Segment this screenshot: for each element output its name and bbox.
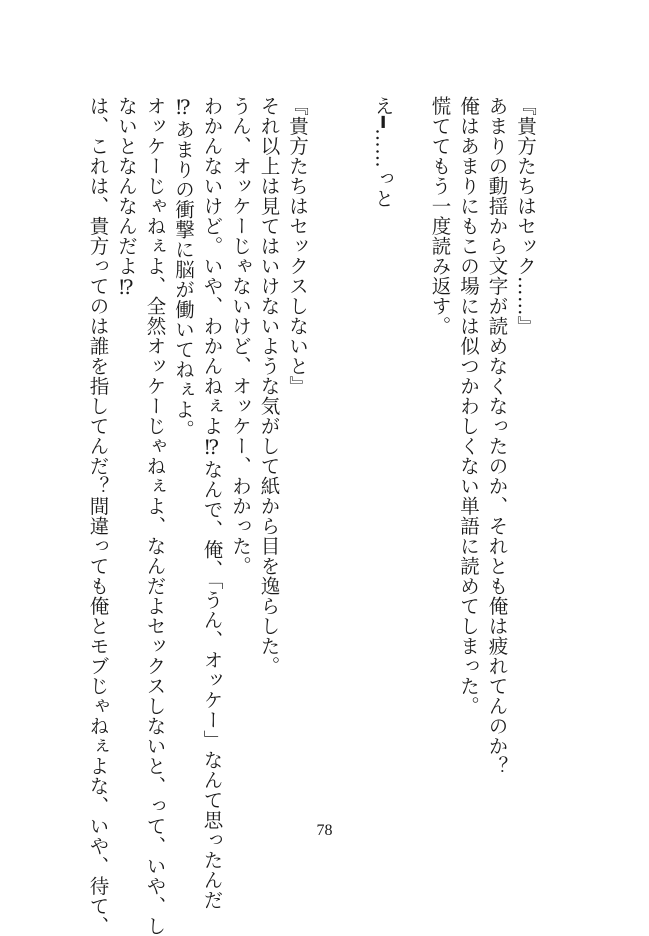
text-line-16: は、これは、貴方ってのは誰を指してんだ？間違っても俺とモブじゃねぇよな、いや、待て、 bbox=[86, 96, 110, 936]
text-line-6: え━……っと bbox=[371, 96, 395, 209]
text-line-9: 『貴方たちはセックスしないと』 bbox=[286, 96, 309, 396]
page-number: 78 bbox=[316, 822, 333, 839]
text-line-11: うん、オッケーじゃないけど、オッケー、わかった。 bbox=[229, 96, 252, 576]
text-line-10: それ以上は見てはいけないような気がして紙から目を逸らした。 bbox=[257, 96, 281, 676]
text-line-14: オッケーじゃねぇよ、全然オッケーじゃねぇよ、なんだよセックスしないと、って、いや、し bbox=[143, 96, 167, 936]
blank-line bbox=[311, 96, 340, 804]
text-line-13: ⁉あまりの衝撃に脳が働いてねぇよ。 bbox=[172, 96, 195, 440]
text-line-4: 慌ててもう一度読み返す。 bbox=[428, 96, 452, 336]
text-line-3: 俺はあまりにもこの場には似つかわしくない単語に読めてしまった。 bbox=[457, 96, 480, 716]
text-line-1: 『貴方たちはセック……』 bbox=[514, 96, 537, 336]
text-line-15: ないとなんなんだよ⁉ bbox=[115, 96, 138, 300]
text-line-12: わかんないけど。いや、わかんねぇよ⁉なんで、俺、「うん、オッケー」なんて思ったんだ bbox=[200, 96, 224, 910]
blank-line bbox=[340, 96, 369, 804]
text-line-2: あまりの動揺から文字が読めなくなったのか、それとも俺は疲れてんのか？ bbox=[485, 96, 509, 776]
blank-line bbox=[397, 96, 426, 804]
